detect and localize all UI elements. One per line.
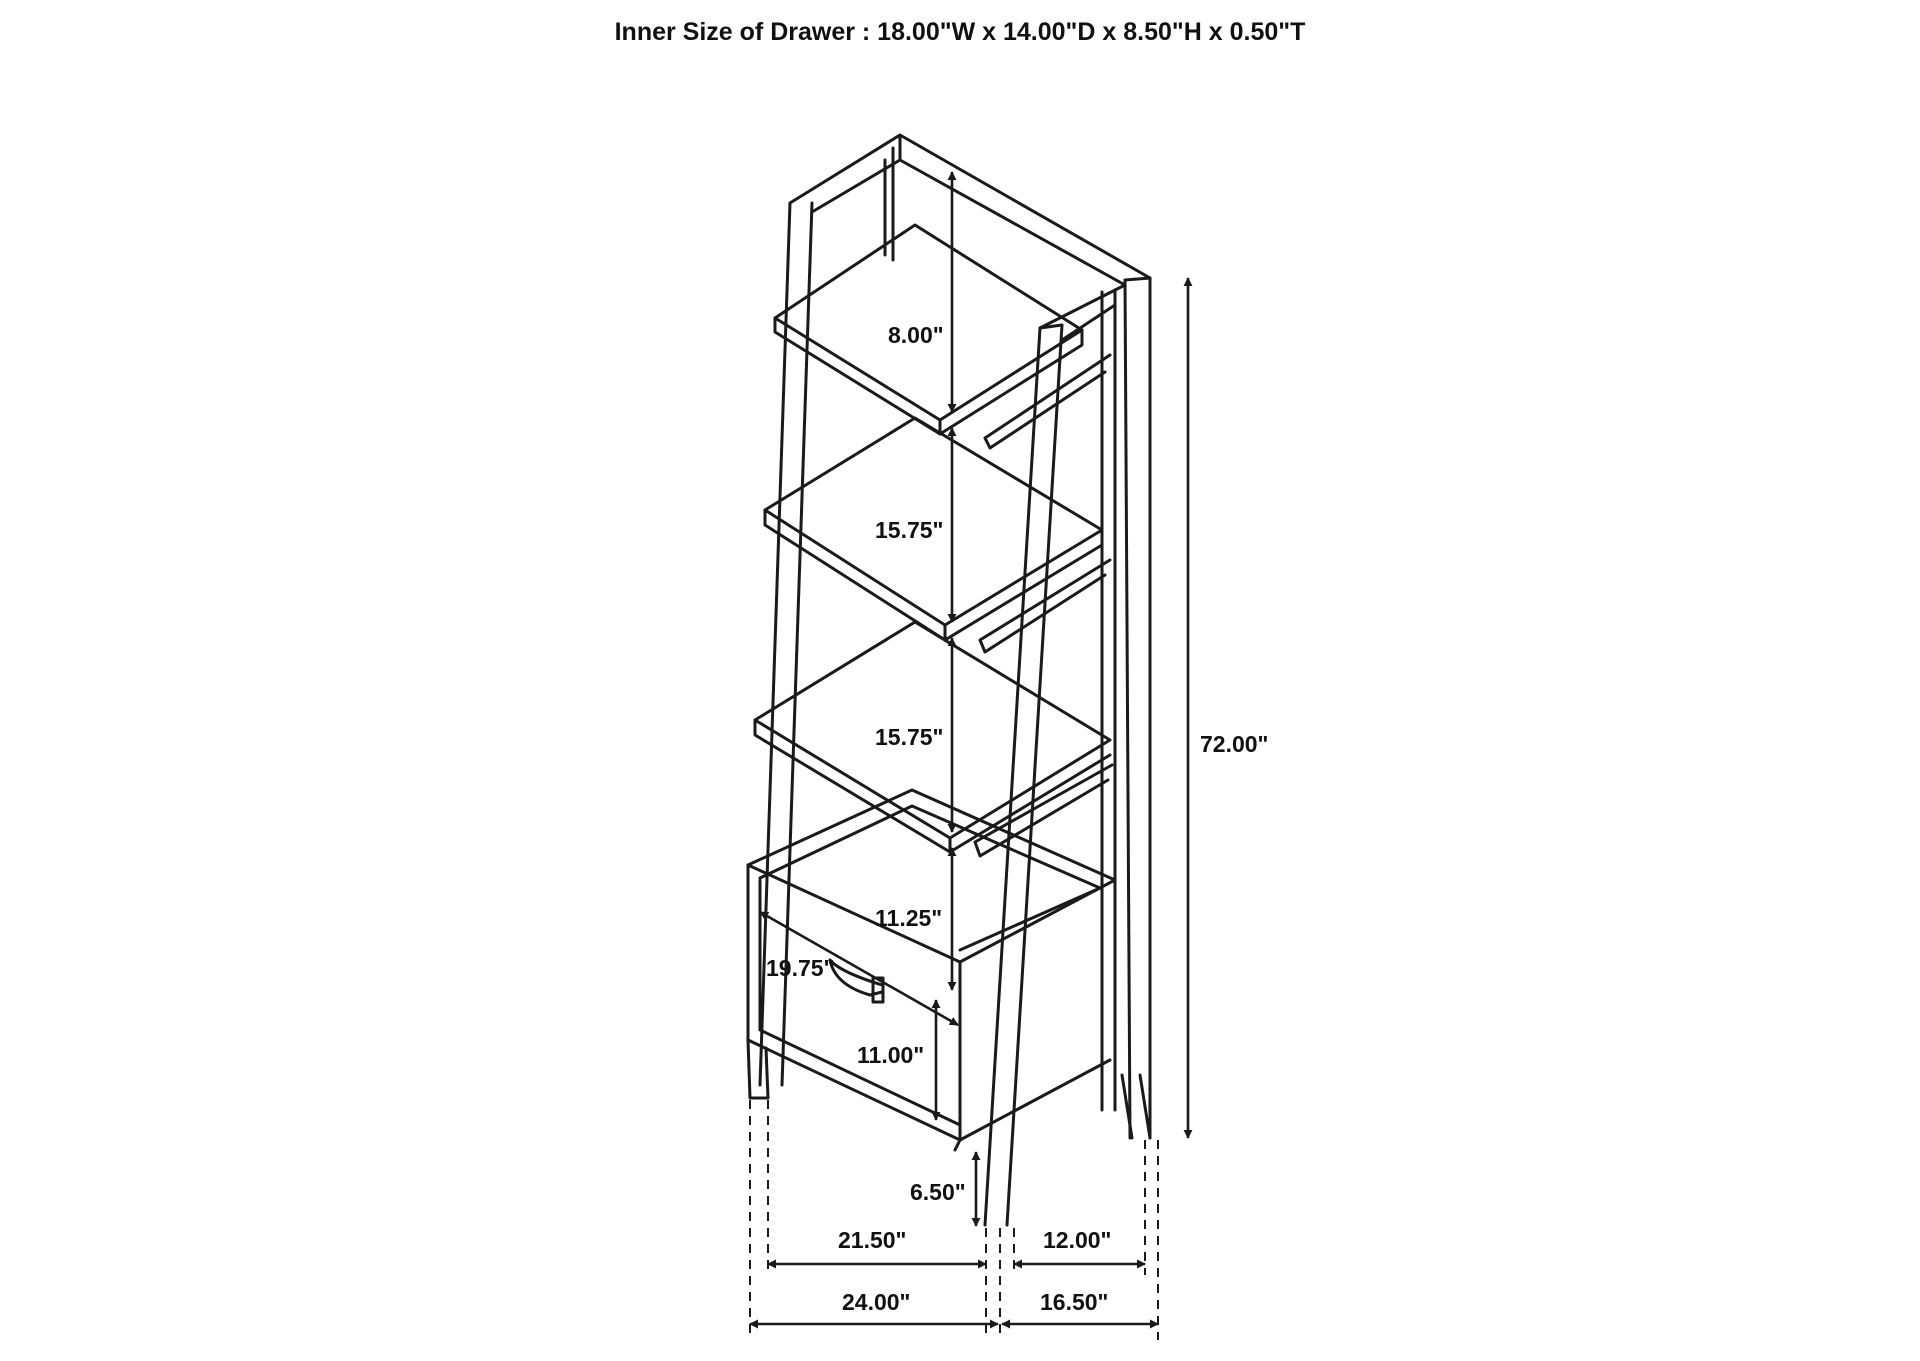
shelf-3-clearance-label: 15.75" [875,724,944,750]
overall-depth-label: 16.50" [1040,1289,1109,1315]
drawer-width-label: 19.75" [766,955,835,981]
inner-width-label: 21.50" [838,1227,907,1253]
shelf-1-clearance-label: 8.00" [888,322,944,348]
leg-height-label: 6.50" [910,1179,966,1205]
shelf-2-clearance-label: 15.75" [875,517,944,543]
diagram-title: Inner Size of Drawer : 18.00"W x 14.00"D x 8.50"H x 0.50"T [614,18,1306,46]
bookcase-outline [748,135,1150,1225]
shelf-4-clearance-label: 11.25" [875,905,943,931]
overall-height-label: 72.00" [1200,731,1269,757]
overall-width-label: 24.00" [842,1289,911,1315]
inner-depth-label: 12.00" [1043,1227,1112,1253]
drawer-height-label: 11.00" [857,1042,925,1068]
